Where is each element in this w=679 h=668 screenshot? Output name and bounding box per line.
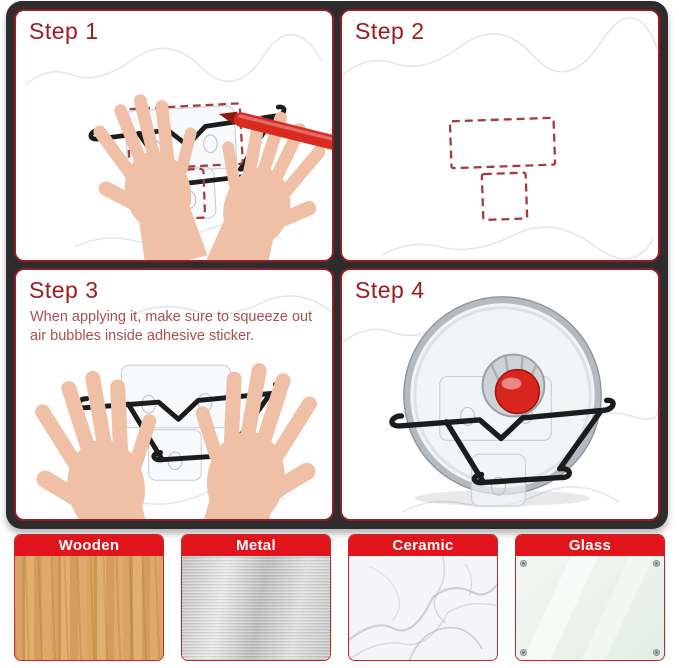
step-4-illustration [342,270,658,519]
material-card-wooden [14,534,164,661]
metal-texture-swatch [182,556,330,660]
step-panel-4 [340,268,660,521]
glass-texture-swatch [516,556,664,660]
step-panel-2 [340,9,660,262]
lid-knob [483,355,545,417]
steps-frame [6,1,668,529]
step-2-illustration [342,11,658,260]
step-1-title: Step 1 [29,18,99,44]
suitable-surfaces [0,534,679,661]
marking-outline [450,118,555,220]
step-3-title: Step 3 [29,277,99,303]
ceramic-texture-swatch [349,556,497,661]
material-label-wooden: Wooden [15,535,163,556]
screw-icon [653,649,660,656]
step-4-title: Step 4 [355,277,425,303]
material-label-metal: Metal [182,535,330,556]
wood-texture-swatch [15,556,163,660]
screw-icon [653,560,660,567]
screw-icon [520,649,527,656]
material-label-ceramic: Ceramic [349,535,497,556]
marble-veins [349,556,497,661]
step-panel-1 [14,9,334,262]
step-panel-3 [14,268,334,521]
material-card-ceramic [348,534,498,661]
material-label-glass: Glass [516,535,664,556]
screw-icon [520,560,527,567]
material-card-metal [181,534,331,661]
step-1-illustration [16,11,332,260]
step-3-note: When applying it, make sure to squeeze out air bubbles inside adhesive sticker. [30,309,313,345]
material-card-glass [515,534,665,661]
step-2-title: Step 2 [355,18,425,44]
